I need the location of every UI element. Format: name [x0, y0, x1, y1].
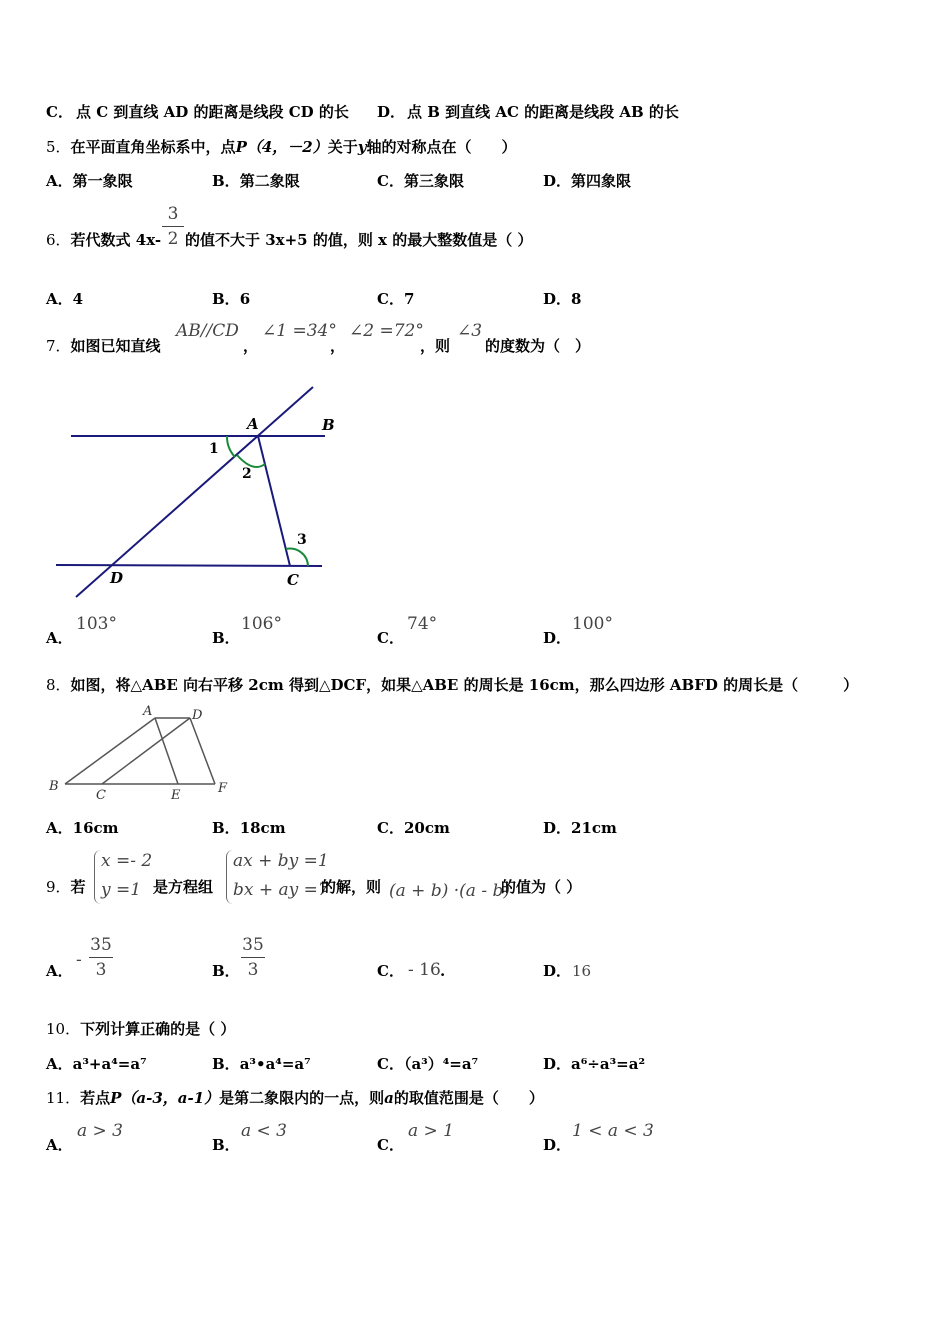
- q6-stem-a: 6．若代数式 4x-: [46, 231, 162, 249]
- q5-text-c: 轴的对称点在（ ）: [366, 138, 517, 156]
- q8-segment-dc: [102, 718, 190, 784]
- q8-label-a: A: [143, 704, 153, 719]
- q5-option-a: A．第一象限: [46, 172, 133, 190]
- q4-option-d-text: 点 B 到直线 AC 的距离是线段 AB 的长: [407, 103, 679, 121]
- q9-system1-line2: y =1: [101, 880, 142, 900]
- q8-label-b: B: [49, 779, 59, 794]
- q8-segment-ae: [155, 718, 178, 784]
- q9-stem-a: 9．若: [46, 878, 86, 896]
- q7-figure: [50, 383, 350, 608]
- q9-option-c-value: - 16: [408, 960, 441, 980]
- q5-text-a: 在平面直角坐标系中，点: [70, 138, 236, 156]
- q8-label-e: E: [171, 788, 181, 802]
- q11-option-c-value: a > 1: [408, 1121, 455, 1141]
- q5-stem: [46, 138, 516, 156]
- q5-option-b: B．第二象限: [212, 172, 300, 190]
- q5-point: P（4，－2）: [235, 138, 328, 156]
- q7-option-d-letter: D．: [543, 629, 572, 647]
- q9-option-b-denominator: 3: [247, 960, 259, 980]
- q8-label-c: C: [96, 788, 106, 802]
- q10-option-c: C．（a³）⁴=a⁷: [377, 1055, 479, 1073]
- q7-option-c-value: 74°: [407, 614, 438, 634]
- q6-stem-b: 的值不大于 3x+5 的值，则 x 的最大整数值是（ ）: [185, 231, 533, 249]
- q7-label-a: A: [247, 415, 259, 433]
- q8-option-c: C．20cm: [377, 819, 450, 837]
- q7-label-c: C: [287, 571, 299, 589]
- q7-math-angle2: ∠2 =72°: [349, 321, 424, 341]
- q9-system1-line1: x =- 2: [101, 851, 153, 871]
- q7-math-angle1: ∠1 =34°: [262, 321, 337, 341]
- q7-arc-angle1: [227, 436, 235, 457]
- q6-fraction: [162, 204, 184, 249]
- q7-label-b: B: [322, 416, 335, 434]
- q9-option-c-letter: C．: [377, 962, 404, 980]
- q11-option-b-value: a < 3: [241, 1121, 288, 1141]
- q9-stem-d: 的值为（ ）: [501, 878, 582, 896]
- q7-segment-ac: [258, 436, 290, 566]
- q7-option-d-value: 100°: [572, 614, 613, 634]
- q9-stem-c: 的解，则: [321, 878, 382, 896]
- q10-option-b: B．a³•a⁴=a⁷: [212, 1055, 311, 1073]
- q9-option-b-bar: [241, 957, 265, 958]
- q9-option-c-suffix: .: [440, 962, 446, 980]
- q8-segment-ab: [65, 718, 155, 784]
- q8-figure: [45, 702, 235, 802]
- q8-option-b: B．18cm: [212, 819, 286, 837]
- q8-option-a: A．16cm: [46, 819, 119, 837]
- q11-option-d-letter: D．: [543, 1136, 572, 1154]
- q11-option-a-letter: A．: [46, 1136, 73, 1154]
- q6-fraction-numerator: 3: [167, 204, 179, 224]
- q5-number: 5．: [46, 138, 71, 156]
- q5-text-b: 关于: [327, 138, 358, 156]
- q9-stem-b: 是方程组: [153, 878, 214, 896]
- q7-math-angle3: ∠3: [457, 321, 483, 341]
- q9-option-b-letter: B．: [212, 962, 240, 980]
- q7-label-angle2: 2: [242, 466, 252, 482]
- q9-option-a-denominator: 3: [95, 960, 107, 980]
- q10-option-d: D．a⁶÷a³=a²: [543, 1055, 646, 1073]
- q7-label-d: D: [110, 569, 124, 587]
- q7-option-a-letter: A．: [46, 629, 73, 647]
- q10-stem: 10．下列计算正确的是（ ）: [46, 1020, 236, 1038]
- q9-option-d-value: 16: [572, 962, 592, 980]
- q6-fraction-denominator: 2: [167, 229, 179, 249]
- q7-option-b-value: 106°: [241, 614, 282, 634]
- q9-option-a-sign: -: [76, 950, 82, 970]
- q4-option-c-letter: C．: [46, 103, 73, 121]
- q11-option-c-letter: C．: [377, 1136, 404, 1154]
- q7-sep-2: ，: [330, 337, 346, 355]
- q11-stem: 11．若点P（a-3，a-1）是第二象限内的一点，则a的取值范围是（ ）: [46, 1089, 544, 1107]
- q6-option-c: C．7: [377, 290, 415, 308]
- q9-system2-line1: ax + by =1: [233, 851, 329, 871]
- q9-option-b-fraction: [241, 935, 265, 980]
- q6-option-b: B．6: [212, 290, 251, 308]
- q7-label-angle3: 3: [297, 532, 307, 548]
- q9-option-d-letter: D．: [543, 962, 572, 980]
- q11-option-b-letter: B．: [212, 1136, 240, 1154]
- q9-system2-line2: bx + ay =7: [233, 880, 329, 900]
- q9-option-a-numerator: 35: [90, 935, 112, 955]
- q8-stem: 8．如图，将△ABE 向右平移 2cm 得到△DCF，如果△ABE 的周长是 16cm，那么四边形 ABFD 的周长是（ ）: [46, 676, 859, 694]
- q7-line-dc: [56, 565, 322, 566]
- q4-option-d-letter: D．: [377, 103, 406, 121]
- q8-label-f: F: [218, 781, 228, 796]
- q5-axis: y: [357, 138, 367, 156]
- q9-system1-brace: [94, 850, 101, 904]
- q10-option-a: A．a³+a⁴=a⁷: [46, 1055, 147, 1073]
- q7-option-a-value: 103°: [76, 614, 117, 634]
- q4-option-c-text: 点 C 到直线 AD 的距离是线段 CD 的长: [76, 103, 349, 121]
- q7-stem-b: ，则: [420, 337, 451, 355]
- q5-option-c: C．第三象限: [377, 172, 464, 190]
- q7-stem-a: 7．如图已知直线: [46, 337, 161, 355]
- q7-label-angle1: 1: [209, 441, 219, 457]
- q5-option-d: D．第四象限: [543, 172, 632, 190]
- q8-label-d: D: [192, 708, 203, 723]
- q6-option-d: D．8: [543, 290, 582, 308]
- q7-math-parallel: AB//CD: [176, 321, 239, 341]
- q7-stem-c: 的度数为（ ）: [485, 337, 591, 355]
- q7-sep-1: ，: [243, 337, 259, 355]
- q6-option-a: A．4: [46, 290, 84, 308]
- q11-option-d-value: 1 < a < 3: [572, 1121, 654, 1141]
- q9-option-a-letter: A．: [46, 962, 73, 980]
- q11-option-a-value: a > 3: [77, 1121, 124, 1141]
- q9-option-a-fraction: [89, 935, 113, 980]
- q9-expression: (a + b) ·(a - b): [389, 881, 510, 901]
- q6-fraction-bar: [162, 226, 184, 227]
- q7-option-c-letter: C．: [377, 629, 404, 647]
- q9-option-b-numerator: 35: [242, 935, 264, 955]
- q9-system2-brace: [226, 850, 233, 904]
- q7-option-b-letter: B．: [212, 629, 240, 647]
- q8-segment-df: [190, 718, 215, 784]
- q8-option-d: D．21cm: [543, 819, 617, 837]
- q9-option-a-bar: [89, 957, 113, 958]
